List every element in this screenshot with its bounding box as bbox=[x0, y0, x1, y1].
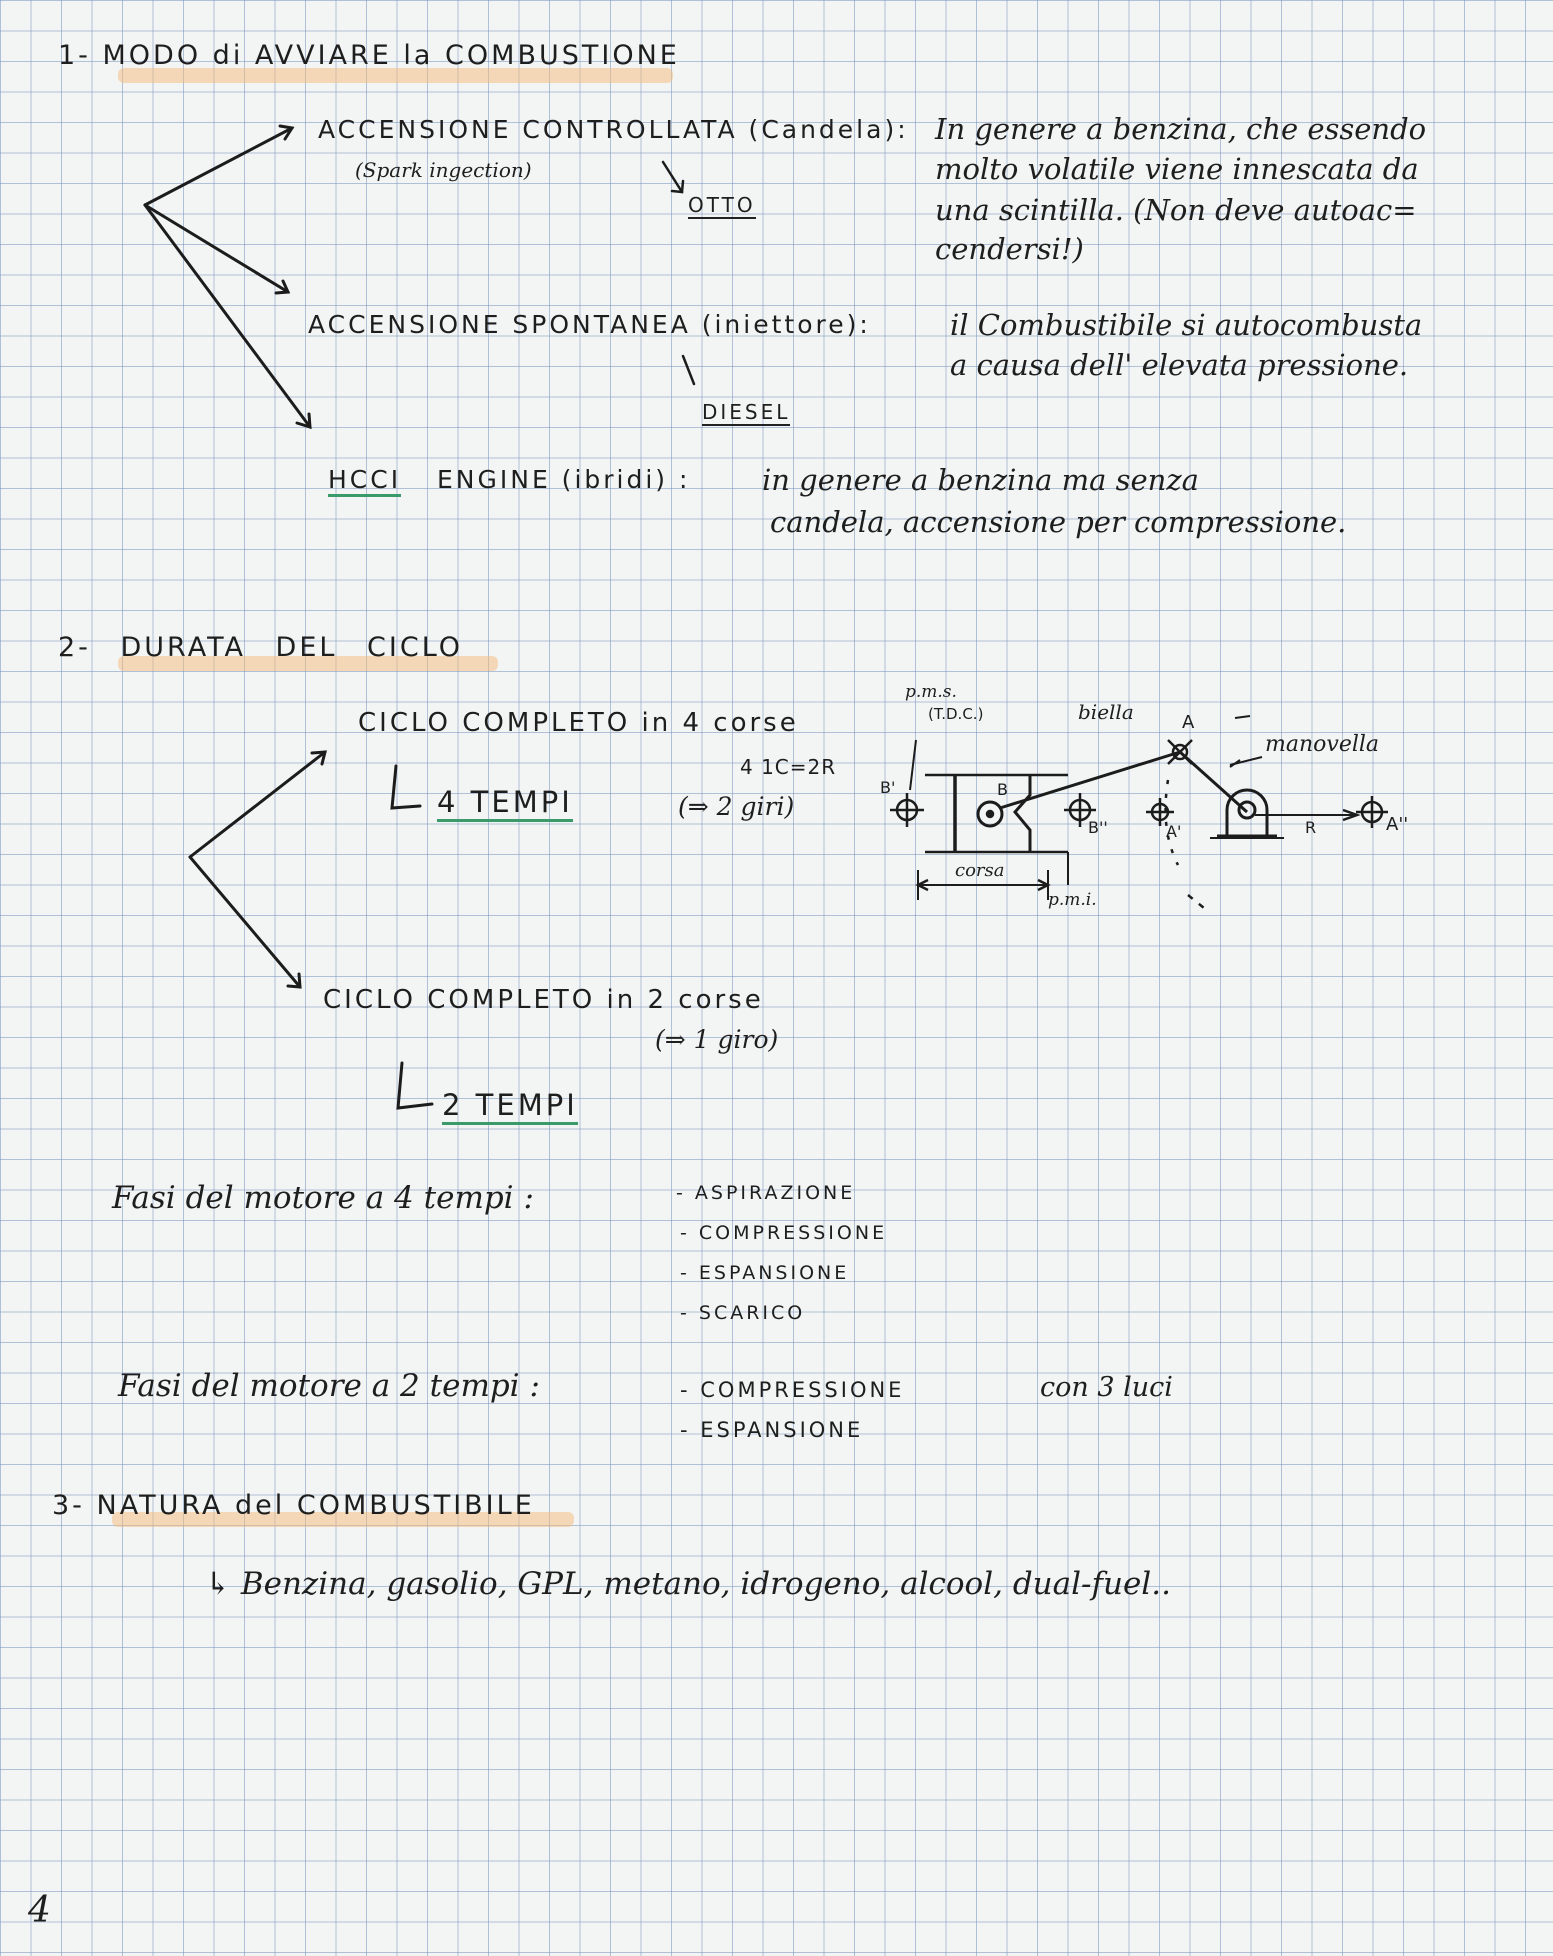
phases2-label: Fasi del motore a 2 tempi : bbox=[118, 1368, 540, 1404]
hcci-engine-title: ENGINE (ibridi) : bbox=[437, 465, 691, 494]
diagram-pms-label: p.m.s. bbox=[905, 682, 957, 702]
controlled-desc-1: In genere a benzina, che essendo bbox=[935, 112, 1427, 146]
section1-heading: 1- MODO di AVVIARE la COMBUSTIONE bbox=[58, 40, 680, 71]
phases2-note: con 3 luci bbox=[1040, 1372, 1173, 1403]
four-stroke-formula: 4 1C=2R bbox=[740, 755, 837, 779]
controlled-ignition-title: ACCENSIONE CONTROLLATA (Candela): bbox=[318, 115, 909, 144]
diagram-label-B2: B'' bbox=[1088, 818, 1108, 837]
two-stroke-line: CICLO COMPLETO in 2 corse bbox=[323, 985, 764, 1015]
controlled-desc-3: una scintilla. (Non deve autoac= bbox=[935, 193, 1417, 227]
diagram-manovella-label: manovella bbox=[1265, 732, 1380, 757]
controlled-ignition-note: (Spark ingection) bbox=[355, 158, 532, 182]
phases4-item-3: - ESPANSIONE bbox=[680, 1262, 850, 1284]
diagram-pmi-label: p.m.i. bbox=[1048, 890, 1097, 910]
diagram-label-A: A bbox=[1182, 712, 1195, 733]
spontaneous-desc-1: il Combustibile si autocombusta bbox=[950, 308, 1423, 342]
arrow-to-spontaneous bbox=[145, 205, 288, 292]
arrow-to-four-stroke bbox=[190, 752, 325, 857]
diagram-label-B1: B' bbox=[880, 778, 896, 797]
section2-heading: 2- DURATA DEL CICLO bbox=[58, 632, 464, 663]
phases4-item-1: - ASPIRAZIONE bbox=[676, 1182, 856, 1204]
otto-label: OTTO bbox=[688, 193, 756, 217]
hcci-desc-1: in genere a benzina ma senza bbox=[762, 463, 1199, 497]
arrow-to-two-stroke bbox=[190, 857, 300, 987]
four-stroke-result: 4 TEMPI bbox=[437, 785, 573, 822]
diagram-label-B: B bbox=[997, 780, 1008, 799]
controlled-desc-2: molto volatile viene innescata da bbox=[935, 152, 1419, 186]
diagram-corsa-label: corsa bbox=[955, 860, 1005, 881]
phases4-item-2: - COMPRESSIONE bbox=[680, 1222, 888, 1244]
arrow-to-controlled bbox=[145, 128, 292, 205]
phases2-item-1: - COMPRESSIONE bbox=[680, 1378, 905, 1402]
two-stroke-result: 2 TEMPI bbox=[442, 1088, 578, 1125]
page-number: 4 bbox=[28, 1890, 51, 1931]
phases2-item-2: - ESPANSIONE bbox=[680, 1418, 864, 1442]
diagram-biella-label: biella bbox=[1078, 700, 1134, 724]
controlled-desc-4: cendersi!) bbox=[935, 232, 1084, 266]
hcci-desc-2: candela, accensione per compressione. bbox=[770, 505, 1347, 539]
arrow-to-hcci bbox=[145, 205, 310, 427]
spontaneous-ignition-title: ACCENSIONE SPONTANEA (iniettore): bbox=[308, 310, 871, 339]
spontaneous-desc-2: a causa dell' elevata pressione. bbox=[950, 348, 1409, 382]
diagram-tdc-label: (T.D.C.) bbox=[928, 705, 984, 723]
fuel-list: ↳ Benzina, gasolio, GPL, metano, idrogeno, alcool, dual-fuel.. bbox=[205, 1566, 1171, 1602]
four-stroke-line: CICLO COMPLETO in 4 corse bbox=[358, 708, 799, 738]
diagram-label-A1: A' bbox=[1166, 822, 1182, 841]
hcci-label: HCCI bbox=[328, 465, 401, 497]
diesel-label: DIESEL bbox=[702, 400, 791, 424]
phases4-label: Fasi del motore a 4 tempi : bbox=[112, 1180, 534, 1216]
phases4-item-4: - SCARICO bbox=[680, 1302, 806, 1324]
diagram-label-A2: A'' bbox=[1386, 814, 1409, 835]
diagram-label-R: R bbox=[1305, 818, 1317, 837]
section3-heading: 3- NATURA del COMBUSTIBILE bbox=[52, 1490, 535, 1521]
two-stroke-turns: (⇒ 1 giro) bbox=[655, 1025, 779, 1054]
four-stroke-turns: (⇒ 2 giri) bbox=[678, 792, 795, 821]
